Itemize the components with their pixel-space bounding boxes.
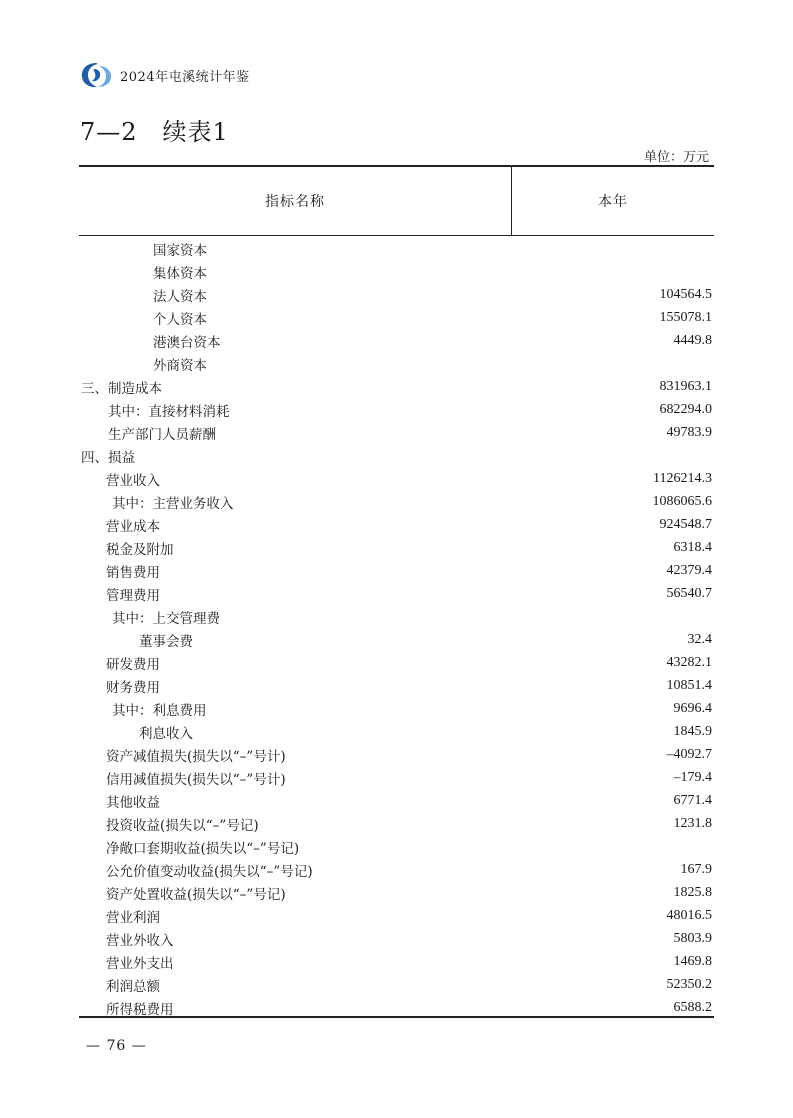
row-value: 56540.7: [666, 585, 712, 601]
row-value: 104564.5: [659, 286, 712, 302]
table-row: [79, 375, 714, 398]
row-label: 营业外收入: [106, 932, 174, 949]
row-label: 财务费用: [106, 679, 160, 696]
row-label: 董事会费: [139, 633, 193, 650]
table-row: [79, 789, 714, 812]
row-value: 32.4: [687, 631, 712, 647]
row-label: 销售费用: [106, 564, 160, 581]
row-label: 利润总额: [106, 978, 160, 995]
row-value: 5803.9: [673, 930, 712, 946]
page-header: [80, 60, 250, 90]
row-value: 682294.0: [659, 401, 712, 417]
row-value: 49783.9: [666, 424, 712, 440]
row-value: 155078.1: [659, 309, 712, 325]
table-row: [79, 467, 714, 490]
row-value: 4449.8: [673, 332, 712, 348]
row-value: 52350.2: [666, 976, 712, 992]
row-value: –4092.7: [666, 746, 712, 762]
table-row: [79, 720, 714, 743]
row-label: 港澳台资本: [153, 334, 221, 351]
table-row: [79, 605, 714, 628]
row-value: 1469.8: [673, 953, 712, 969]
table-row: [79, 973, 714, 996]
table-row: [79, 352, 714, 375]
row-label: 个人资本: [153, 311, 207, 328]
table-row: [79, 398, 714, 421]
row-value: 167.9: [680, 861, 712, 877]
row-label: 净敞口套期收益(损失以“–”号记): [106, 840, 300, 857]
row-value: 42379.4: [666, 562, 712, 578]
row-label: 三、制造成本: [81, 380, 162, 397]
table-row: [79, 306, 714, 329]
row-value: 1845.9: [673, 723, 712, 739]
table-row: [79, 260, 714, 283]
row-value: 831963.1: [659, 378, 712, 394]
table-row: [79, 651, 714, 674]
row-value: 1231.8: [673, 815, 712, 831]
table-row: [79, 237, 714, 260]
table-row: [79, 835, 714, 858]
row-label: 其中：利息费用: [112, 702, 207, 719]
table-row: [79, 743, 714, 766]
row-value: –179.4: [673, 769, 712, 785]
row-value: 6588.2: [673, 999, 712, 1015]
table-row: [79, 904, 714, 927]
row-label: 生产部门人员薪酬: [108, 426, 216, 443]
row-label: 其中：直接材料消耗: [108, 403, 230, 420]
table-row: [79, 628, 714, 651]
row-value: 6318.4: [673, 539, 712, 555]
row-label: 其中：主营业务收入: [112, 495, 234, 512]
column-header-year: 本年: [598, 194, 628, 210]
row-value: 1126214.3: [653, 470, 712, 486]
row-value: 48016.5: [666, 907, 712, 923]
table-row: [79, 674, 714, 697]
row-label: 营业外支出: [106, 955, 174, 972]
row-label: 四、损益: [81, 449, 135, 466]
table-row: [79, 283, 714, 306]
row-value: 10851.4: [666, 677, 712, 693]
row-label: 管理费用: [106, 587, 160, 604]
row-value: 1825.8: [673, 884, 712, 900]
table-row: [79, 536, 714, 559]
table-row: [79, 881, 714, 904]
table-row: [79, 812, 714, 835]
page-number: — 76 —: [86, 1038, 147, 1054]
row-value: 9696.4: [673, 700, 712, 716]
row-value: 6771.4: [673, 792, 712, 808]
unit-label: 单位：万元: [643, 150, 709, 165]
table-row: [79, 444, 714, 467]
table-row: [79, 559, 714, 582]
table-header: [79, 165, 714, 236]
column-header-name: 指标名称: [79, 167, 512, 235]
table-row: [79, 513, 714, 536]
table-row: [79, 421, 714, 444]
yearbook-logo-icon: [80, 60, 114, 90]
row-label: 资产处置收益(损失以“–”号记): [106, 886, 286, 903]
row-label: 营业成本: [106, 518, 160, 535]
row-label: 资产减值损失(损失以“–”号计): [106, 748, 286, 765]
table-title: 7—2 续表1: [80, 118, 229, 146]
row-label: 其他收益: [106, 794, 160, 811]
table-bottom-rule: [79, 1016, 714, 1018]
row-label: 国家资本: [153, 242, 207, 259]
row-label: 税金及附加: [106, 541, 174, 558]
row-value: 43282.1: [666, 654, 712, 670]
row-value: 1086065.6: [652, 493, 712, 509]
table-row: [79, 950, 714, 973]
row-label: 营业利润: [106, 909, 160, 926]
table-row: [79, 766, 714, 789]
row-label: 其中：上交管理费: [112, 610, 220, 627]
row-label: 外商资本: [153, 357, 207, 374]
row-label: 法人资本: [153, 288, 207, 305]
table-row: [79, 697, 714, 720]
row-label: 投资收益(损失以“–”号记): [106, 817, 259, 834]
table-row: [79, 927, 714, 950]
row-label: 营业收入: [106, 472, 160, 489]
table-row: [79, 582, 714, 605]
data-table: [79, 165, 714, 1017]
book-title: 2024年屯溪统计年鉴: [120, 69, 250, 85]
table-row: [79, 858, 714, 881]
row-label: 集体资本: [153, 265, 207, 282]
table-row: [79, 329, 714, 352]
row-label: 研发费用: [106, 656, 160, 673]
row-label: 所得税费用: [106, 1001, 174, 1018]
table-row: [79, 490, 714, 513]
row-label: 信用减值损失(损失以“–”号计): [106, 771, 286, 788]
row-label: 公允价值变动收益(损失以“–”号记): [106, 863, 313, 880]
row-value: 924548.7: [659, 516, 712, 532]
table-body: [79, 236, 714, 1019]
row-label: 利息收入: [139, 725, 193, 742]
